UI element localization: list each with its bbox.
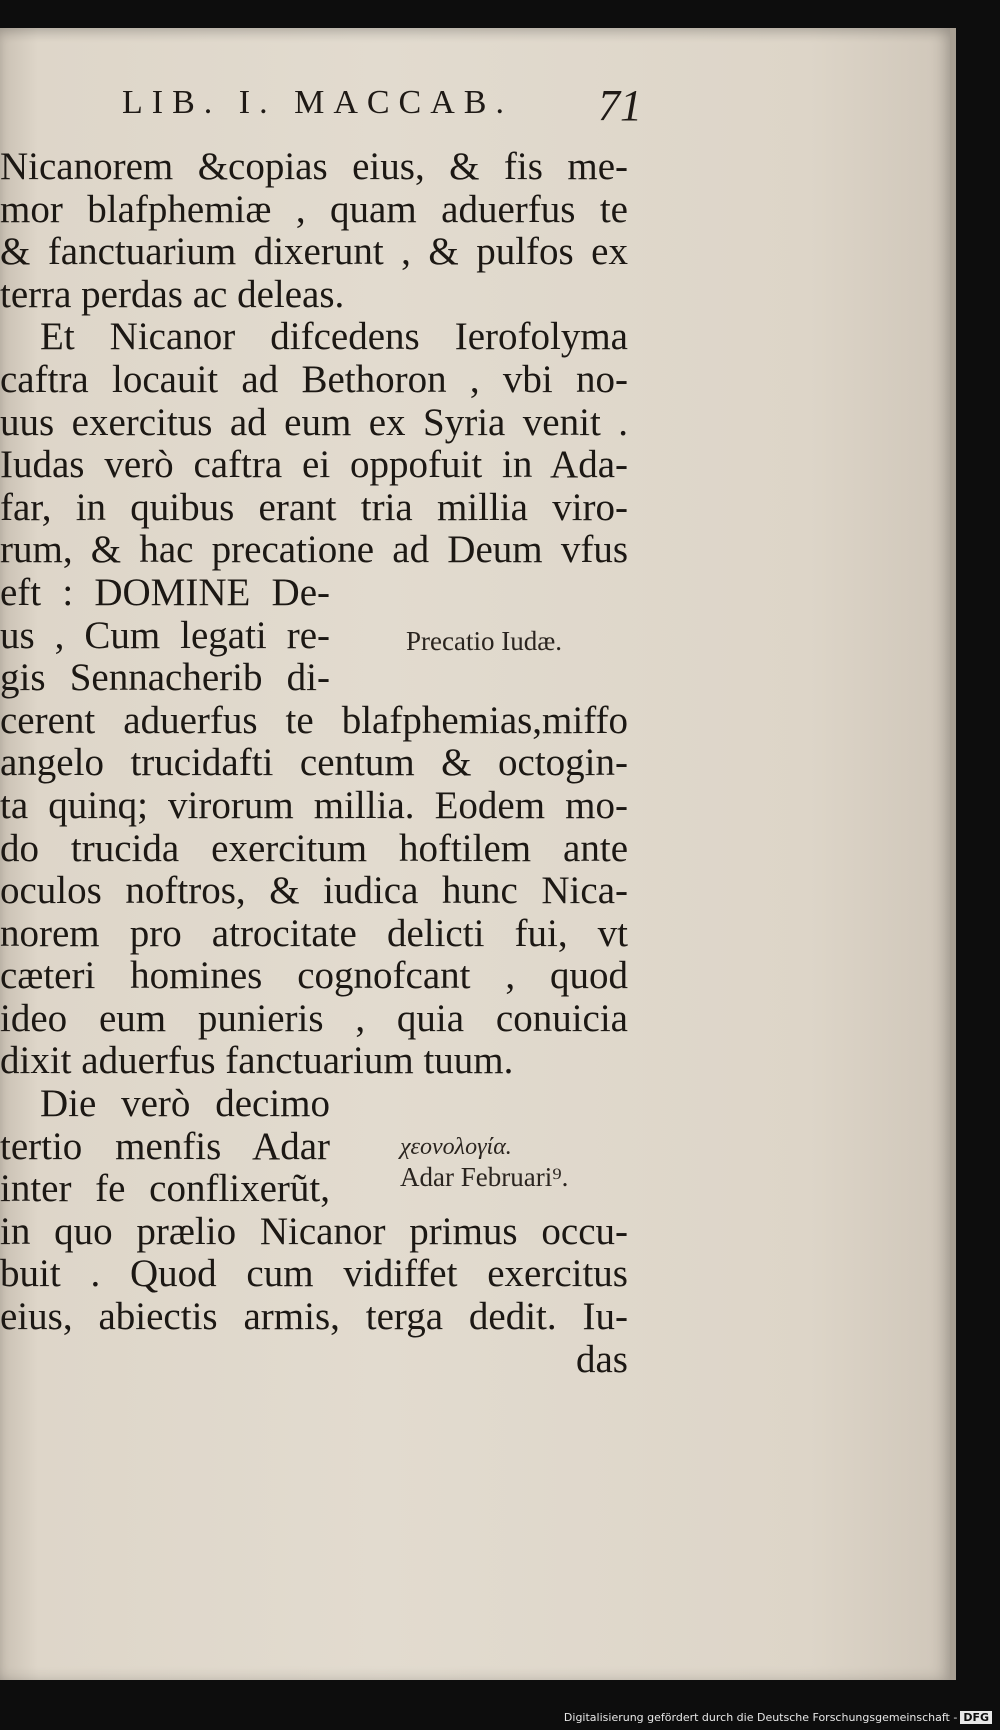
text-line: gis Sennacherib di- [0,657,330,700]
text-line: do trucida exercitum hoftilem ante [0,827,628,870]
text-line: in quo prælio Nicanor primus occu- [0,1210,628,1253]
text-line: ideo eum punieris , quia conuicia [0,997,628,1040]
text-line: dixit aduerfus fanctuarium tuum. [0,1040,514,1083]
running-header [122,81,642,136]
text-line: us , Cum legati re- [0,614,330,657]
marginal-note-greek: χεονολογία. [400,1134,512,1160]
text-line: mor blafphemiæ , quam aduerfus te [0,188,628,231]
text-line: & fanctuarium dixerunt , & pulfos ex [0,231,628,274]
text-line: tertio menfis Adar [0,1125,330,1168]
catchword: das [576,1338,628,1381]
text-line: inter fe conflixerũt, [0,1168,330,1211]
book-page [0,28,952,1680]
text-line: caftra locauit ad Bethoron , vbi no- [0,358,628,401]
digitization-credit [564,1711,992,1724]
text-line: rum, & hac precatione ad Deum vfus [0,529,628,572]
text-line: Die verò decimo [40,1083,330,1126]
text-line: norem pro atrocitate delicti fui, vt [0,912,628,955]
marginal-note-adar: Adar Februari⁹. [400,1162,569,1192]
header-title: LIB. I. MACCAB. [122,84,513,121]
marginal-note-prayer: Precatio Iudæ. [406,626,562,656]
text-line: buit . Quod cum vidiffet exercitus [0,1253,628,1296]
body-text [0,146,640,1381]
text-line: ta quinq; virorum millia. Eodem mo- [0,784,628,827]
text-line: eft : DOMINE De- [0,571,330,614]
text-line: Nicanorem &copias eius, & fis me- [0,146,628,188]
text-line: Iudas verò caftra ei oppofuit in Ada- [0,444,628,487]
text-line: angelo trucidafti centum & octogin- [0,742,628,785]
text-line: oculos noftros, & iudica hunc Nica- [0,870,628,913]
credit-text: Digitalisierung gefördert durch die Deutsche Forschungsgemeinschaft - [563,1711,958,1724]
dfg-logo: DFG [960,1711,992,1724]
text-line: eius, abiectis armis, terga dedit. Iu- [0,1296,628,1339]
text-line: uus exercitus ad eum ex Syria venit . [0,401,628,444]
text-line: far, in quibus erant tria millia viro- [0,486,628,529]
text-line: cerent aduerfus te blafphemias,miffo [0,699,628,742]
page-number: 71 [598,81,642,130]
text-line: Et Nicanor difcedens Ierofolyma [40,316,628,359]
text-line: terra perdas ac deleas. [0,273,345,316]
text-line: cæteri homines cognofcant , quod [0,955,628,998]
